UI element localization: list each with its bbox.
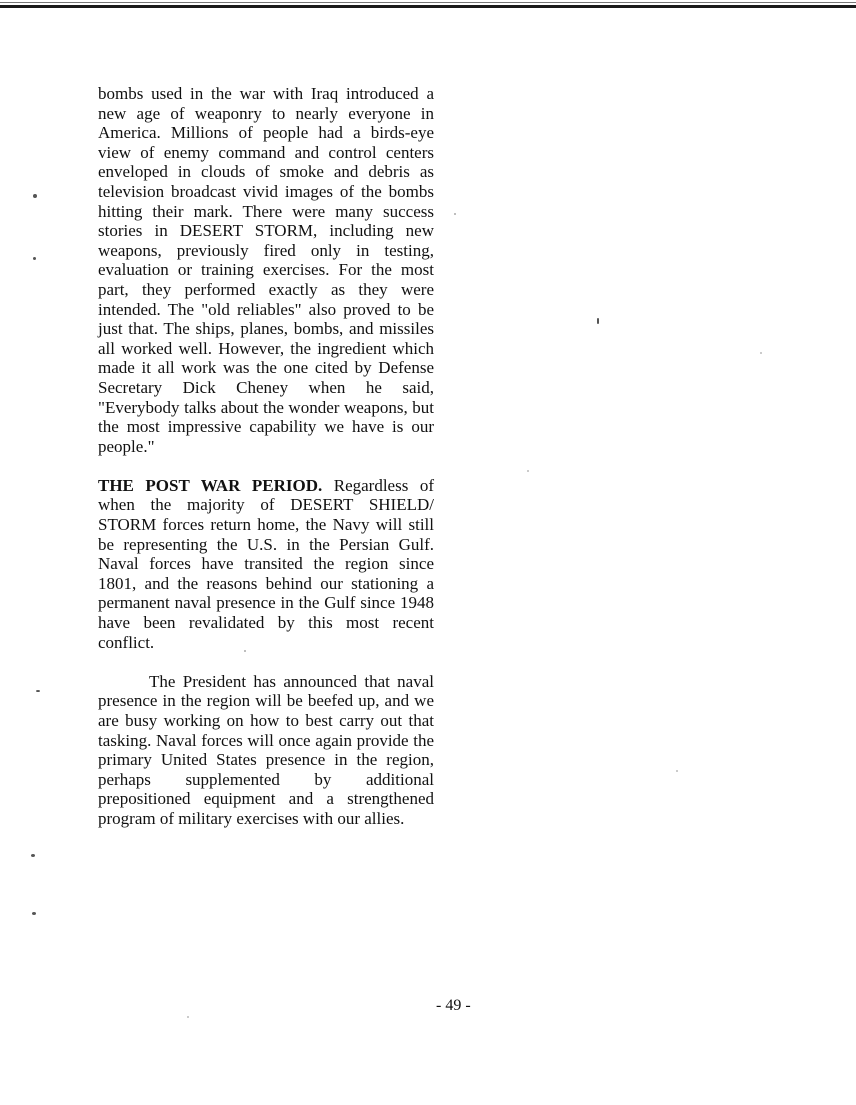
scan-speck bbox=[33, 257, 36, 260]
scan-speck bbox=[33, 194, 37, 198]
text-column bbox=[98, 84, 434, 829]
scan-speck bbox=[676, 770, 678, 772]
paragraph-post-war-period bbox=[98, 476, 434, 652]
scan-speck bbox=[32, 912, 36, 915]
paragraph-desert-storm-weapons: bombs used in the war with Iraq introduced a new age of weaponry to nearly everyone in America. Millions of people had a birds-eye view of enemy command and control centers enveloped in clouds of smoke and debris as television broadcast vivid images of the bombs hitting their mark. There were many success stories in DESERT STORM, including new weapons, previously fired only in testing, evaluation or training exercises. For the most part, they performed exactly as they were intended. The "old reliables" also proved to be just that. The ships, planes, bombs, and missiles all worked well. However, the ingredient which made it all work was the one cited by Defense Secretary Dick Cheney when he said, "Everybody talks about the wonder weapons, but the most impressive capability we have is our people." bbox=[98, 84, 434, 456]
scan-speck bbox=[454, 213, 456, 215]
top-border-rule bbox=[0, 5, 856, 8]
scan-speck bbox=[597, 318, 599, 324]
scan-speck bbox=[36, 690, 40, 692]
scan-speck bbox=[244, 650, 246, 652]
paragraph-president-announcement: The President has announced that naval presence in the region will be beefed up, and we are busy working on how to best carry out that tasking. Naval forces will once again provide the primary United States presence in the region, perhaps supplemented by additional prepositioned equipment and a strengthened program of military exercises with our allies. bbox=[98, 671, 434, 828]
paragraph-post-war-body: Regardless of when the majority of DESERT SHIELD/ STORM forces return home, the Navy will still be representing the U.S. in the Persian Gulf. Naval forces have transited the region since 1801, and the reasons behind our stationing a permanent naval presence in the Gulf since 1948 have been revalidated by this most recent conflict. bbox=[98, 475, 434, 652]
top-edge-line bbox=[0, 2, 856, 3]
page-number: - 49 - bbox=[436, 997, 471, 1014]
scan-speck bbox=[31, 854, 35, 857]
scan-speck bbox=[527, 470, 529, 472]
section-heading-post-war-period: THE POST WAR PERIOD. bbox=[98, 475, 323, 495]
scan-speck bbox=[187, 1016, 189, 1018]
scan-speck bbox=[760, 352, 762, 354]
